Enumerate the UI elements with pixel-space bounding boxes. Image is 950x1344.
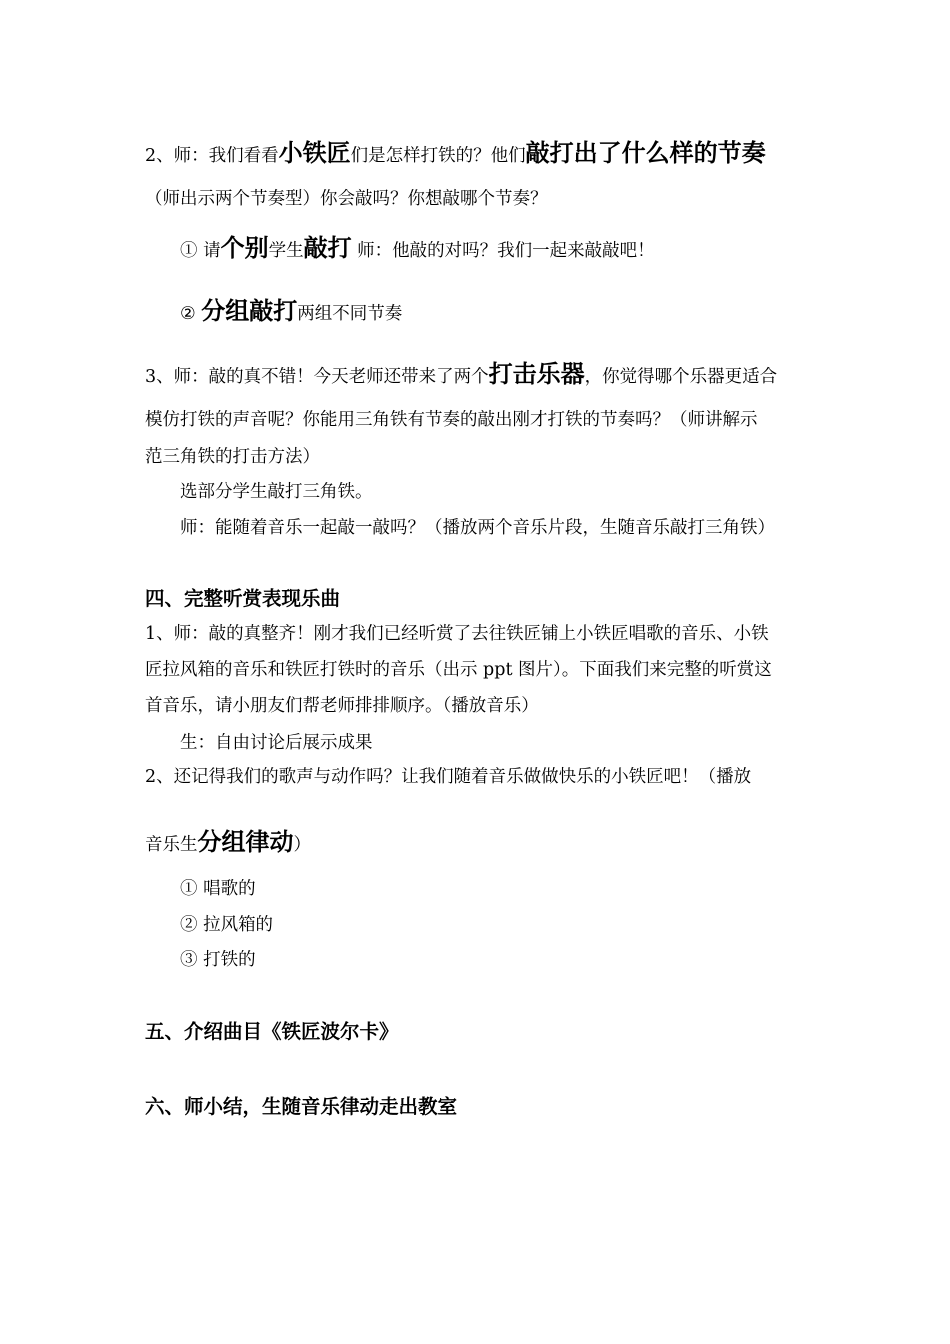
paragraph-instruments-cont: 模仿打铁的声音呢？你能用三角铁有节奏的敲出刚才打铁的节奏吗？（师讲解示	[145, 410, 758, 430]
paragraph-teacher-watch: 2、师：我们看看小铁匠们是怎样打铁的？他们敲打出了什么样的节奏	[145, 139, 766, 167]
list-item-forging: ③ 打铁的	[180, 950, 256, 970]
list-item-singing: ① 唱歌的	[180, 879, 256, 899]
emphasis-text: 分组敲打	[201, 297, 298, 325]
paragraph-instruments: 3、师：敲的真不错！今天老师还带来了两个打击乐器，你觉得哪个乐器更适合	[145, 360, 778, 388]
section-heading-4: 四、完整听赏表现乐曲	[145, 587, 341, 610]
list-item-bellows: ② 拉风箱的	[180, 915, 274, 935]
paragraph-full-listen-cont2: 首音乐，请小朋友们帮老师排排顺序。（播放音乐）	[145, 696, 539, 716]
paragraph-play-along: 师：能随着音乐一起敲一敲吗？（播放两个音乐片段，生随音乐敲打三角铁）	[180, 518, 775, 538]
emphasis-text: 打击乐器	[488, 360, 585, 388]
emphasis-text: 敲打出了什么样的节奏	[525, 139, 766, 167]
paragraph-student-discuss: 生：自由讨论后展示成果	[180, 733, 373, 753]
paragraph-remember: 2、还记得我们的歌声与动作吗？让我们随着音乐做做快乐的小铁匠吧！（播放	[145, 767, 752, 787]
list-item-individual: ① 请个别学生敲打 师：他敲的对吗？我们一起来敲敲吧！	[180, 234, 655, 262]
paragraph-rhythm-question: （师出示两个节奏型）你会敲吗？你想敲哪个节奏？	[145, 189, 548, 209]
paragraph-full-listen: 1、师：敲的真整齐！刚才我们已经听赏了去往铁匠铺上小铁匠唱歌的音乐、小铁	[145, 624, 769, 644]
section-heading-6: 六、师小结，生随音乐律动走出教室	[145, 1095, 458, 1118]
emphasis-text: 个别	[220, 234, 269, 262]
paragraph-select-students: 选部分学生敲打三角铁。	[180, 482, 373, 502]
paragraph-group-rhythm: 音乐生分组律动）	[145, 828, 311, 856]
emphasis-text: 分组律动	[197, 828, 294, 856]
emphasis-text: 小铁匠	[278, 139, 351, 167]
emphasis-text: 敲打	[303, 234, 352, 262]
section-heading-5: 五、介绍曲目《铁匠波尔卡》	[145, 1020, 399, 1043]
paragraph-full-listen-cont: 匠拉风箱的音乐和铁匠打铁时的音乐（出示 ppt 图片）。下面我们来完整的听赏这	[145, 660, 772, 680]
list-item-group: ② 分组敲打两组不同节奏	[180, 297, 403, 325]
paragraph-instruments-cont2: 范三角铁的打击方法）	[145, 447, 320, 467]
